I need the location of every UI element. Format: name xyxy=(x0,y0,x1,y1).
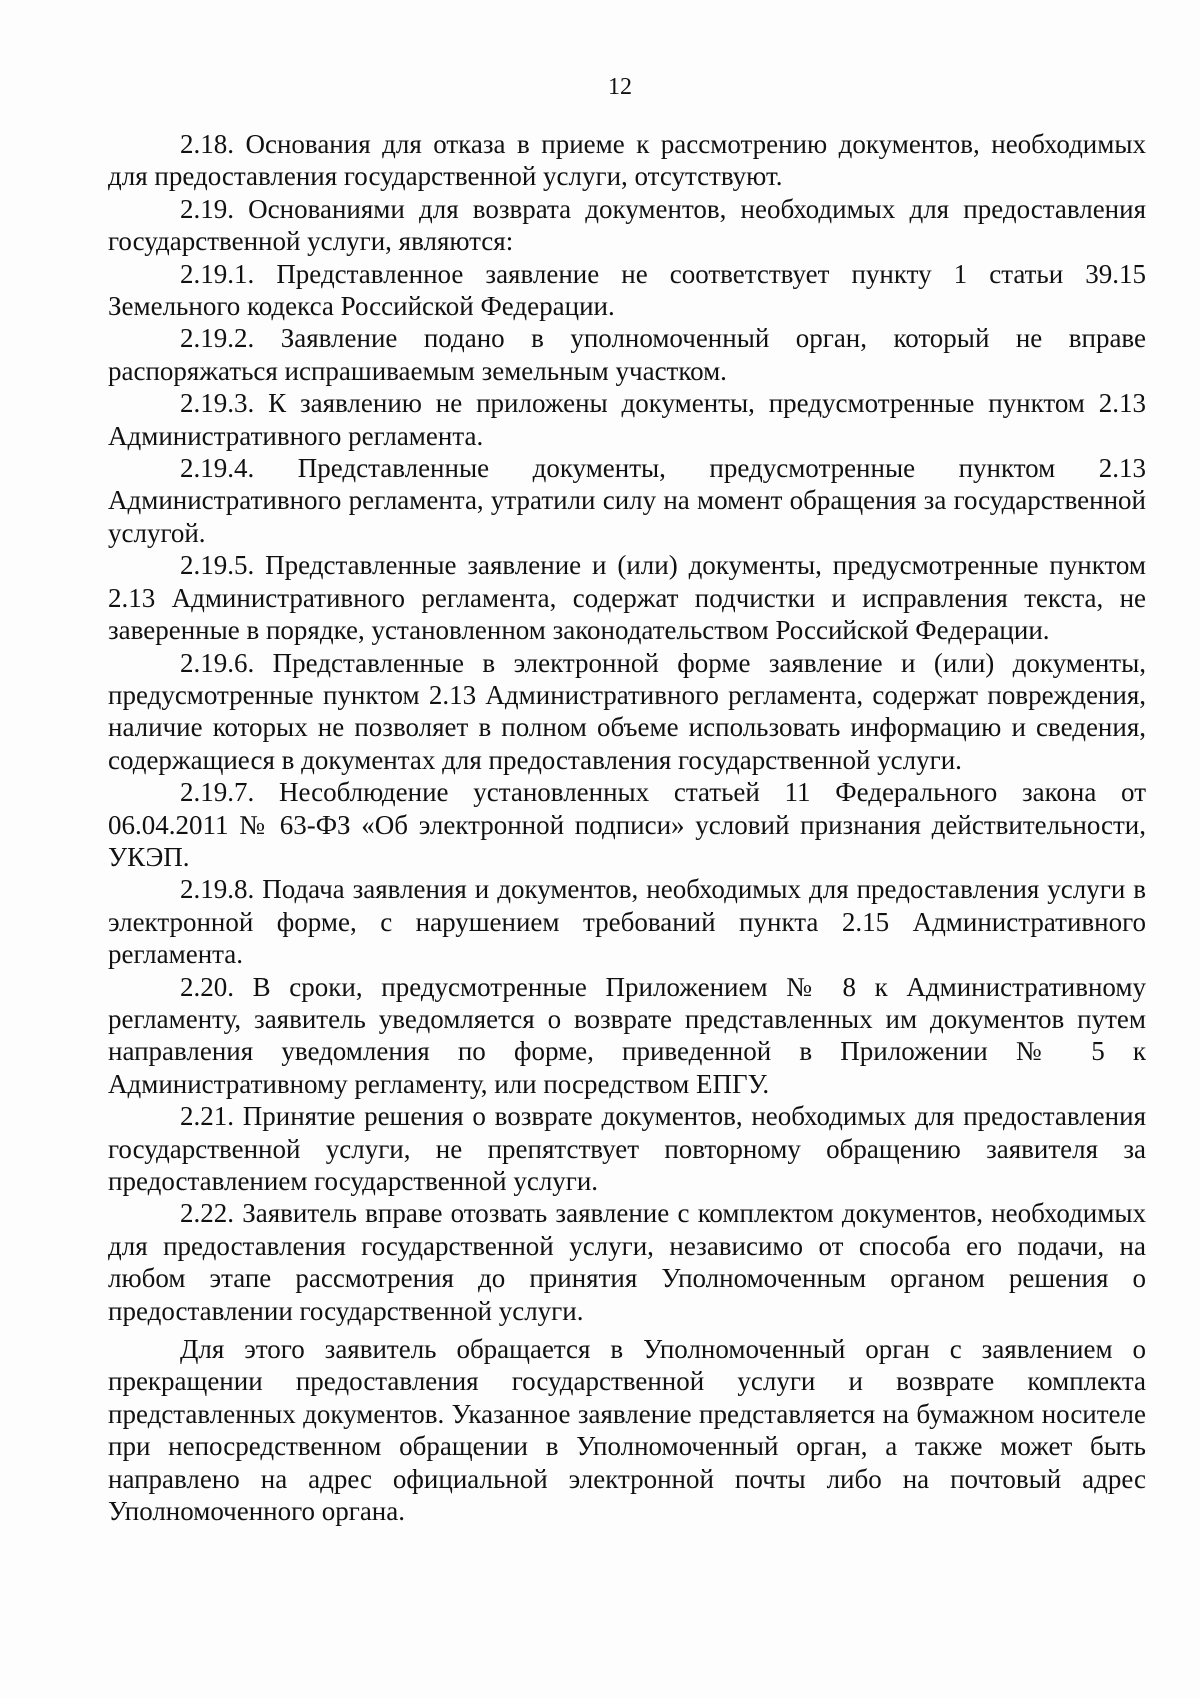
paragraph-2-21: 2.21. Принятие решения о возврате документов, необходимых для предоставления государственной услуги, не препятствует повторному обращению заявителя за предоставлением государственной услуги. xyxy=(108,1101,1146,1196)
document-body xyxy=(108,128,1146,1527)
paragraph-2-19-7: 2.19.7. Несоблюдение установленных статьей 11 Федерального закона от 06.04.2011 № 63-ФЗ «Об электронной подписи» условий признания действительности, УКЭП. xyxy=(108,777,1146,872)
paragraph-2-20: 2.20. В сроки, предусмотренные Приложением № 8 к Административному регламенту, заявитель уведомляется о возврате представленных им документов путем направления уведомления по форме, приведенной в Приложении № 5 к Административному регламенту, или посредством ЕПГУ. xyxy=(108,971,1146,1099)
paragraph-2-22: 2.22. Заявитель вправе отозвать заявление с комплектом документов, необходимых для предоставления государственной услуги, независимо от способа его подачи, на любом этапе рассмотрения до принятия Уполномоченным органом решения о предоставлении государственной услуги. xyxy=(108,1198,1146,1326)
paragraph-withdrawal-procedure: Для этого заявитель обращается в Уполномоченный орган с заявлением о прекращении предоставления государственной услуги и возврате комплекта представленных документов. Указанное заявление представляется на бумажном носителе при непосредственном обращении в Уполномоченный орган, а также может быть направлено на адрес официальной электронной почты либо на почтовый адрес Уполномоченного органа. xyxy=(108,1334,1146,1527)
paragraph-2-19-3: 2.19.3. К заявлению не приложены документы, предусмотренные пунктом 2.13 Административного регламента. xyxy=(108,388,1146,451)
paragraph-2-19-5: 2.19.5. Представленные заявление и (или) документы, предусмотренные пунктом 2.13 Административного регламента, содержат подчистки и исправления текста, не заверенные в порядке, установленном законодательством Российской Федерации. xyxy=(108,550,1146,646)
paragraph-2-19-6: 2.19.6. Представленные в электронной форме заявление и (или) документы, предусмотренные пунктом 2.13 Административного регламента, содержат повреждения, наличие которых не позволяет в полном объеме использовать информацию и сведения, содержащиеся в документах для предоставления государственной услуги. xyxy=(108,647,1146,775)
paragraph-2-19-1: 2.19.1. Представленное заявление не соответствует пункту 1 статьи 39.15 Земельного кодекса Российской Федерации. xyxy=(108,258,1146,322)
paragraph-2-19-2: 2.19.2. Заявление подано в уполномоченный орган, который не вправе распоряжаться испрашиваемым земельным участком. xyxy=(108,323,1146,386)
paragraph-2-19-4: 2.19.4. Представленные документы, предусмотренные пунктом 2.13 Административного регламента, утратили силу на момент обращения за государственной услугой. xyxy=(108,453,1146,548)
paragraph-2-19: 2.19. Основаниями для возврата документов, необходимых для предоставления государственной услуги, являются: xyxy=(108,193,1146,257)
paragraph-2-19-8: 2.19.8. Подача заявления и документов, необходимых для предоставления услуги в электронной форме, с нарушением требований пункта 2.15 Административного регламента. xyxy=(108,874,1146,970)
page-number: 12 xyxy=(608,74,632,100)
paragraph-2-18: 2.18. Основания для отказа в приеме к рассмотрению документов, необходимых для предоставления государственной услуги, отсутствуют. xyxy=(108,129,1146,192)
